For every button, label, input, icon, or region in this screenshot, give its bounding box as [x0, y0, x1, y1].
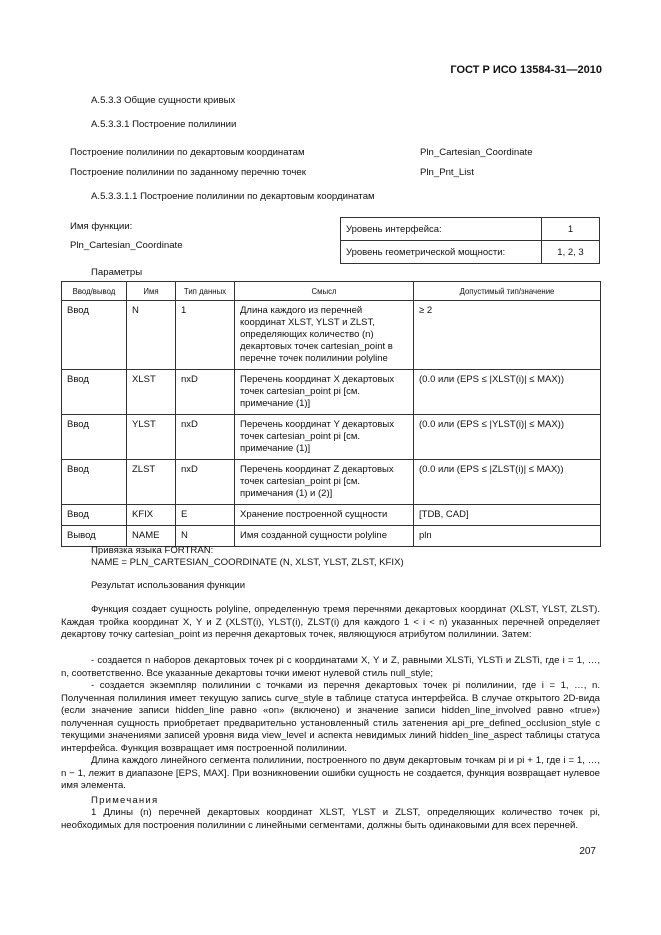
interface-level-value: 1 [542, 218, 600, 241]
body-paragraph: Функция создает сущность polyline, определенную тремя перечнями декартовых координат (XLST, YLST, ZLST). Каждая тройка координат X, Y и Z (XLST(i), YLST(i), ZLST(i) для каждого 1 < i < n) указанных перечней определяет декартову точку cartesian_point из перечня декартовых точек, являющуюся атрибутом полилинии. Затем: [61, 604, 600, 641]
column-header: Ввод/вывод [62, 282, 127, 301]
io-cell: Ввод [62, 415, 127, 460]
meaning-cell: Перечень координат Y декартовых точек cartesian_point pi [см. примечание (1)] [235, 415, 414, 460]
result-title: Результат использования функции [91, 580, 246, 591]
meaning-cell: Имя созданной сущности polyline [235, 526, 414, 547]
meaning-cell: Перечень координат X декартовых точек cartesian_point pi [см. примечание (1)] [235, 370, 414, 415]
io-cell: Ввод [62, 301, 127, 370]
allowed-cell: [TDB, CAD] [414, 505, 601, 526]
section-heading: А.5.3.3 Общие сущности кривых [91, 95, 236, 106]
function-name-value: Pln_Cartesian_Coordinate [70, 240, 183, 251]
name-cell: YLST [127, 415, 176, 460]
mapping-label: Построение полилинии по декартовым координатам [70, 147, 305, 158]
mapping-value: Pln_Cartesian_Coordinate [420, 147, 533, 158]
allowed-cell: (0.0 или (EPS ≤ |YLST(i)| ≤ MAX)) [414, 415, 601, 460]
parameters-table [61, 281, 601, 547]
allowed-cell: pln [414, 526, 601, 547]
io-cell: Ввод [62, 505, 127, 526]
function-name-label: Имя функции: [70, 221, 133, 232]
fortran-title: Привязка языка FORTRAN: [91, 545, 214, 556]
type-cell: nxD [176, 460, 235, 505]
body-paragraph: Длина каждого линейного сегмента полилинии, построенного по двум декартовым точкам pi и pi + 1, где i = 1, …, n − 1, лежит в диапазоне [EPS, MAX]. При возникновении ошибки сущность не создается, функция возвращает нулевое имя элемента. [61, 755, 600, 792]
column-header: Допустимый тип/значение [414, 282, 601, 301]
name-cell: ZLST [127, 460, 176, 505]
io-cell: Вывод [62, 526, 127, 547]
notes-title: Примечания [91, 795, 159, 806]
type-cell: E [176, 505, 235, 526]
io-cell: Ввод [62, 370, 127, 415]
allowed-cell: (0.0 или (EPS ≤ |ZLST(i)| ≤ MAX)) [414, 460, 601, 505]
params-title: Параметры [91, 267, 143, 278]
name-cell: XLST [127, 370, 176, 415]
mapping-value: Pln_Pnt_List [420, 167, 474, 178]
meaning-cell: Длина каждого из перечней координат XLST, YLST и ZLST, определяющих количество (n) декартовых точек cartesian_point в перечне точек полилинии polyline [235, 301, 414, 370]
fortran-code: NAME = PLN_CARTESIAN_COORDINATE (N, XLST, YLST, ZLST, KFIX) [91, 557, 404, 568]
section-heading: А.5.3.3.1 Построение полилинии [91, 119, 237, 130]
allowed-cell: (0.0 или (EPS ≤ |XLST(i)| ≤ MAX)) [414, 370, 601, 415]
interface-level-label: Уровень интерфейса: [341, 218, 542, 241]
table-row [62, 370, 601, 415]
mapping-label: Построение полилинии по заданному перечню точек [70, 167, 306, 178]
section-heading: А.5.3.3.1.1 Построение полилинии по декартовым координатам [91, 191, 375, 202]
type-cell: nxD [176, 370, 235, 415]
allowed-cell: ≥ 2 [414, 301, 601, 370]
meaning-cell: Хранение построенной сущности [235, 505, 414, 526]
note-text: 1 Длины (n) перечней декартовых координат XLST, YLST и ZLST, определяющих количество точек pi, необходимых для построения полилинии с линейными сегментами, должны быть одинаковыми для всех перечней. [61, 807, 600, 831]
name-cell: KFIX [127, 505, 176, 526]
column-header: Смысл [235, 282, 414, 301]
column-header: Имя [127, 282, 176, 301]
table-row [62, 301, 601, 370]
io-cell: Ввод [62, 460, 127, 505]
meaning-cell: Перечень координат Z декартовых точек cartesian_point pi [см. примечания (1) и (2)] [235, 460, 414, 505]
name-cell: N [127, 301, 176, 370]
body-paragraph: - создается n наборов декартовых точек pi с координатами X, Y и Z, равными XLSTi, YLSTi и ZLSTi, где i = 1, …, n, соответственно. Все указанные декартовы точки имеют нулевой стиль null_style; [61, 655, 600, 679]
table-header-row [62, 282, 601, 301]
name-cell: NAME [127, 526, 176, 547]
geometric-level-label: Уровень геометрической мощности: [341, 241, 542, 264]
table-row [62, 415, 601, 460]
type-cell: N [176, 526, 235, 547]
table-row [62, 460, 601, 505]
column-header: Тип данных [176, 282, 235, 301]
table-row [62, 505, 601, 526]
body-paragraph: - создается экземпляр полилинии с точками из перечня декартовых точек pi полилинии, где i = 1, …, n. Полученная полилиния имеет текущую запись curve_style в таблице статуса интерфейса. В случае открытого 2D-вида (если значение записи hidden_line равно «on» (включено) и значение записи hidden_line_involved равно «true») полученная сущность приобретает предварительно установленный стиль затенения api_pre_defined_occlusion_style с текущими значениями записей уровня вида view_level и аспекта невидимых линий hidden_line_aspect таблицы статуса интерфейса. Функция возвращает имя построенной полилинии. [61, 680, 600, 754]
page-number: 207 [579, 846, 596, 857]
type-cell: 1 [176, 301, 235, 370]
type-cell: nxD [176, 415, 235, 460]
geometric-level-value: 1, 2, 3 [542, 241, 600, 264]
table-row [62, 526, 601, 547]
interface-level-table [340, 217, 600, 264]
standard-header: ГОСТ Р ИСО 13584-31—2010 [450, 64, 602, 76]
